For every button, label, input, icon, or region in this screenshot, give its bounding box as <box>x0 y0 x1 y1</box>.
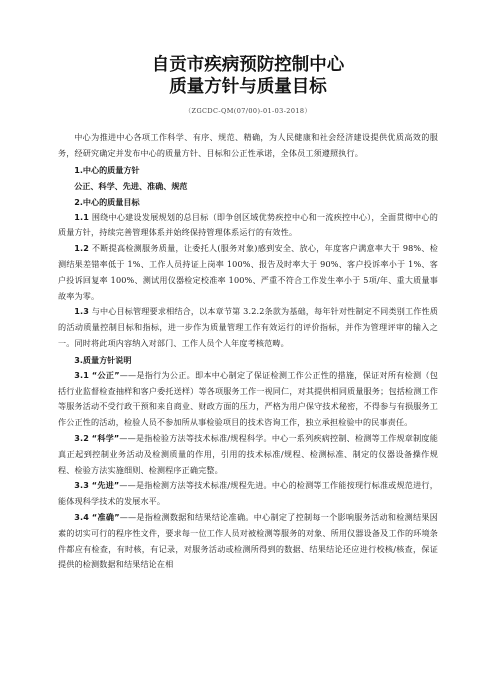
quality-policy-text: 公正、科学、先进、准确、规范 <box>74 180 188 191</box>
explanation-keyword: “科学” <box>91 432 120 443</box>
explanation-keyword: “准确” <box>91 511 120 522</box>
goal-item-number: 1.3 <box>74 306 89 317</box>
intro-paragraph: 中心为推进中心各项工作科学、有序、规范、精确，为人民健康和社会经济建设提供优质高效的服务，经研究确定并发布中心的质量方针、目标和公正性承诺，全体员工须遵照执行。 <box>58 132 438 158</box>
explanation-item <box>58 368 438 431</box>
explanation-item-text: ——是指行为公正。即本中心制定了保证检测工作公正性的措施，保证对所有检测（包括行业监督检查抽样和客户委托送样）等各项服务工作一视同仁，对其提供相同质量服务；包括检测工作等服务活动不受行政干预和来自商业、财政方面的压力，严格为用户保守技术秘密，不得参与有损服务工作公正性的活动，检验人员不参加所从事检验项目的技术咨询工作，独立承担检验中的民事责任。 <box>58 369 439 428</box>
explanation-item-text: ——是指检测数据和结果结论准确。中心制定了控制每一个影响服务活动和检测结果因素的切实可行的程序性文件，要求每一位工作人员对被检测等服务的对象、所用仪器设备及工作的环境条件都应有检查，有时核，有记录，对服务活动或检测所得到的数据、结果结论还应进行校核/核查，保证提供的检测数据和结果结论在相 <box>58 511 439 570</box>
goal-item-number: 1.1 <box>74 211 89 222</box>
section-2-heading: 2.中心的质量目标 <box>74 196 140 207</box>
explanation-item-text: ——是指检测方法等技术标准/规程先进。中心的检测等工作能按现行标准或规范进行，能体现科学技术的发展水平。 <box>58 480 438 507</box>
goal-item-text: 不断提高检测服务质量，让委托人(服务对象)感到安全、放心，年度客户满意率大于 98%、检测结果差错率低于 1%、工作人员持证上岗率 100%、报告及时率大于 90%、客户投诉率小于 1%、客户投诉回复率 100%、测试用仪器检定校准率 100%、严重不符合工作发生率小于 5项/年、重大质量事故率为零。 <box>58 243 438 301</box>
explanation-item <box>58 478 438 510</box>
document-title-line2: 质量方针与质量目标 <box>169 77 327 97</box>
document-number: （ZGCDC-QM(07/00)-01-03-2018） <box>184 107 312 115</box>
explanation-item-number: 3.2 <box>74 432 89 443</box>
goal-item-text: 与中心目标管理要求相结合，以本章节第 3.2.2条款为基础，每年针对性制定不同类别工作性质的活动质量控制目标和指标，进一步作为质量管理工作有效运行的评价指标，并作为管理评审的输入之一。同时将此项内容纳入对部门、工作人员个人年度考核范畴。 <box>58 306 438 348</box>
explanation-item-number: 3.4 <box>74 511 89 522</box>
section-1-heading: 1.中心的质量方针 <box>74 164 140 175</box>
section-3-heading: 3.质量方针说明 <box>74 354 132 365</box>
goal-item <box>58 304 438 351</box>
goal-item <box>58 210 438 242</box>
explanation-item-text: ——是指检验方法等技术标准/规程科学。中心一系列疾病控制、检测等工作规章制度能真正起到控制业务活动及检测质量的作用，引用的技术标准/规程、检测标准、制定的仪器设备操作规程、检验方法实施细则、检测程序正确完整。 <box>58 432 438 475</box>
document-title-line1: 自贡市疾病预防控制中心 <box>151 55 345 75</box>
explanation-keyword: “先进” <box>91 480 120 491</box>
explanation-item <box>58 431 438 478</box>
goal-item <box>58 241 438 304</box>
explanation-item-number: 3.3 <box>74 480 89 491</box>
explanation-item <box>58 510 438 573</box>
explanation-keyword: “公正” <box>91 369 120 380</box>
goal-item-number: 1.2 <box>74 243 89 254</box>
explanation-item-number: 3.1 <box>74 369 89 380</box>
goal-item-text: 围绕中心建设发展规划的总目标（即争创区域优势疾控中心和一流疾控中心），全面贯彻中心的质量方针，持续完善管理体系并始终保持管理体系运行的有效性。 <box>58 211 438 238</box>
